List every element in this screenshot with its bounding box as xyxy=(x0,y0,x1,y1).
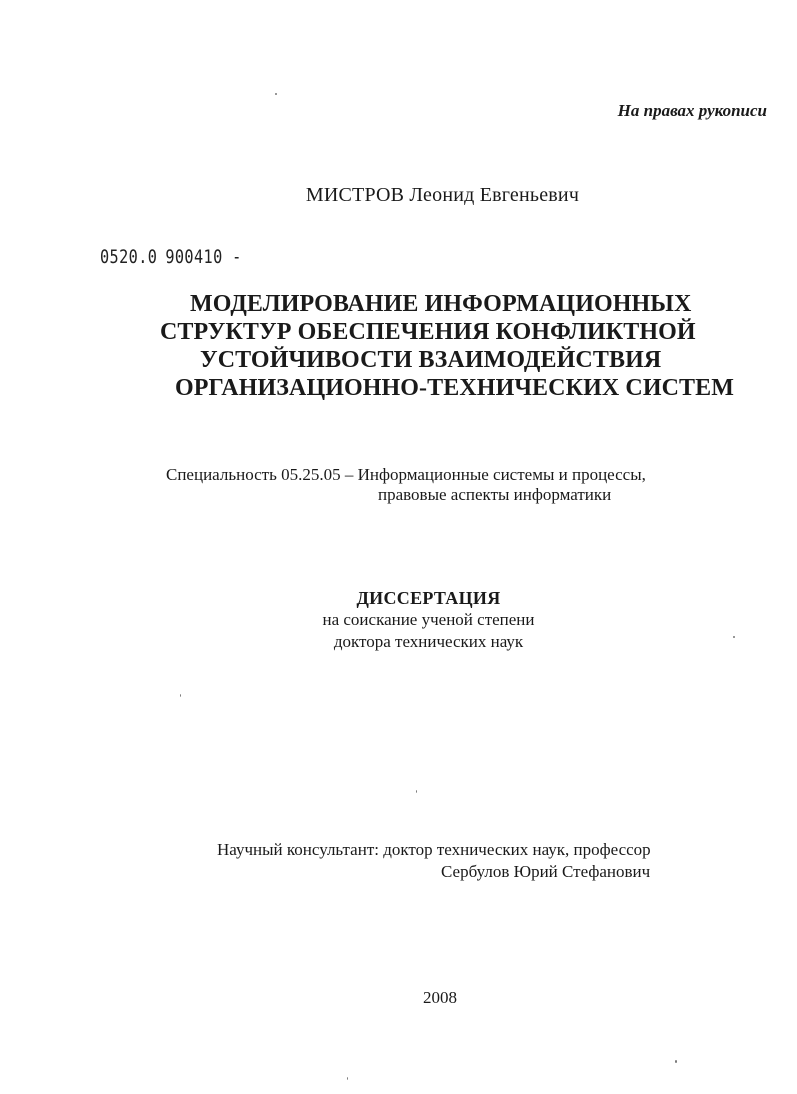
registration-code-part1: 0520.0 xyxy=(100,246,158,268)
degree-line-1: на соискание ученой степени xyxy=(322,610,535,629)
specialty-line-1: Специальность 05.25.05 – Информационные системы и процессы, xyxy=(166,465,646,484)
title-line-2: СТРУКТУР ОБЕСПЕЧЕНИЯ КОНФЛИКТНОЙ xyxy=(160,319,696,345)
scan-speck xyxy=(733,636,735,638)
scan-speck xyxy=(675,1060,677,1063)
scan-speck xyxy=(416,790,417,793)
registration-code xyxy=(100,246,242,268)
scan-speck xyxy=(347,1077,348,1080)
scan-speck xyxy=(180,694,181,697)
scan-speck xyxy=(275,93,277,95)
title-line-3: УСТОЙЧИВОСТИ ВЗАИМОДЕЙСТВИЯ xyxy=(200,347,662,373)
title-line-1: МОДЕЛИРОВАНИЕ ИНФОРМАЦИОННЫХ xyxy=(190,291,692,317)
dissertation-heading: ДИССЕРТАЦИЯ xyxy=(356,588,501,608)
author-name: МИСТРОВ Леонид Евгеньевич xyxy=(305,184,580,206)
advisor-name: Сербулов Юрий Стефанович xyxy=(441,862,651,881)
registration-code-part2: 900410 - xyxy=(165,246,242,268)
specialty-line-2: правовые аспекты информатики xyxy=(378,485,612,504)
advisor-title: Научный консультант: доктор технических наук, профессор xyxy=(217,840,651,859)
title-line-4: ОРГАНИЗАЦИОННО-ТЕХНИЧЕСКИХ СИСТЕМ xyxy=(175,375,734,401)
degree-line-2: доктора технических наук xyxy=(333,632,524,651)
rights-notice: На правах рукописи xyxy=(617,101,767,120)
year: 2008 xyxy=(423,988,457,1007)
